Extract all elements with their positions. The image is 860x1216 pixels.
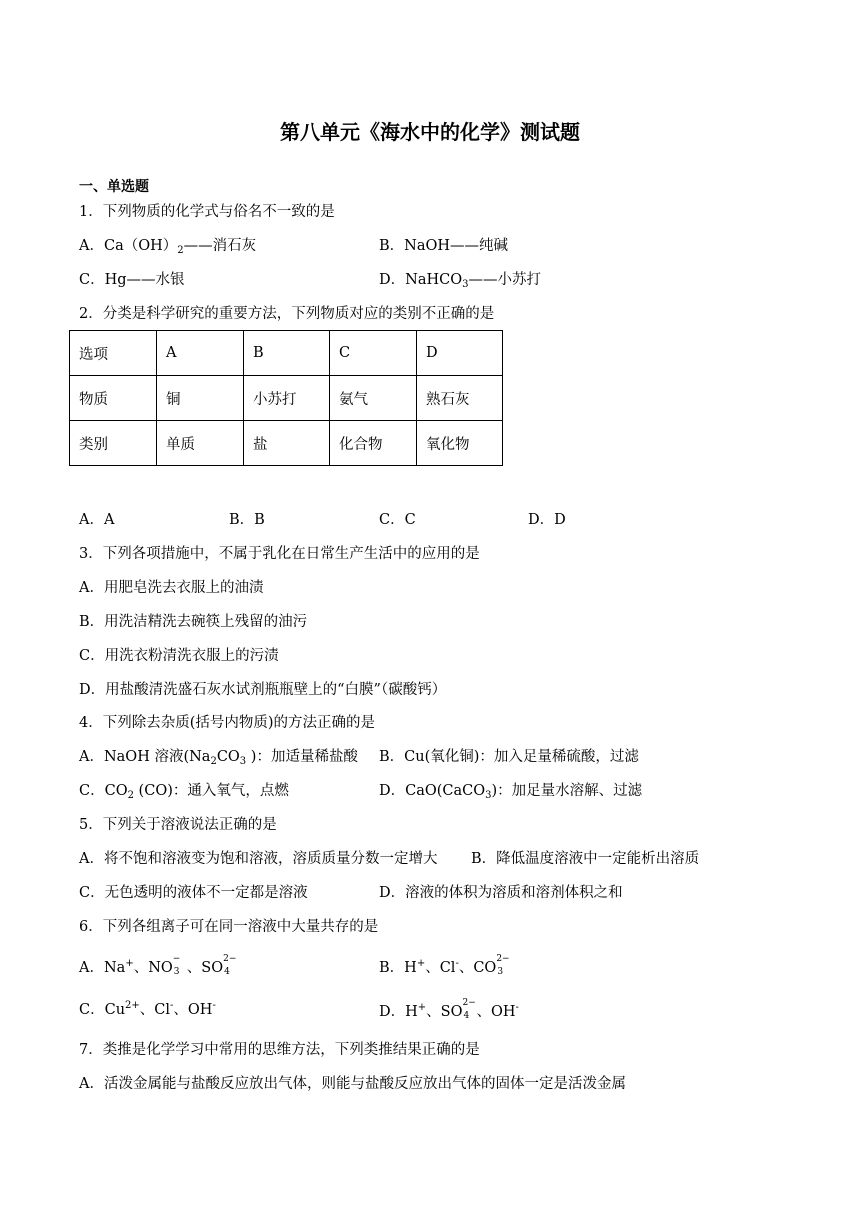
question-5-option-b: B．降低温度溶液中一定能析出溶质 bbox=[471, 851, 700, 867]
table-cell: 物质 bbox=[70, 376, 157, 421]
table-cell: C bbox=[330, 331, 417, 376]
section-heading: 一、单选题 bbox=[79, 179, 149, 195]
question-7-stem: 7．类推是化学学习中常用的思维方法，下列类推结果正确的是 bbox=[79, 1042, 480, 1058]
question-2-option-c: C．C bbox=[379, 512, 416, 528]
table-row bbox=[70, 376, 503, 421]
table-cell: 盐 bbox=[244, 421, 330, 466]
question-5-option-c: C．无色透明的液体不一定都是溶液 bbox=[79, 885, 308, 901]
classification-table bbox=[69, 330, 503, 466]
table-cell: B bbox=[244, 331, 330, 376]
table-cell: 单质 bbox=[157, 421, 244, 466]
table-cell: 选项 bbox=[70, 331, 157, 376]
table-cell: 化合物 bbox=[330, 421, 417, 466]
question-7-option-a: A．活泼金属能与盐酸反应放出气体，则能与盐酸反应放出气体的固体一定是活泼金属 bbox=[79, 1076, 626, 1092]
table-cell: 熟石灰 bbox=[417, 376, 503, 421]
table-cell: A bbox=[157, 331, 244, 376]
question-3-option-d: D．用盐酸清洗盛石灰水试剂瓶瓶壁上的“白膜”（碳酸钙） bbox=[79, 682, 447, 698]
question-4-option-d: D．CaO(CaCO$_3$)：加足量水溶解、过滤 bbox=[379, 783, 643, 801]
question-3-option-a: A．用肥皂洗去衣服上的油渍 bbox=[79, 580, 264, 596]
table-row bbox=[70, 421, 503, 466]
question-4-option-c: C．$CO_2$ (CO)：通入氧气，点燃 bbox=[79, 783, 289, 801]
question-5-option-d: D．溶液的体积为溶质和溶剂体积之和 bbox=[379, 885, 623, 901]
question-2-option-d: D．D bbox=[528, 512, 566, 528]
question-6-stem: 6．下列各组离子可在同一溶液中大量共存的是 bbox=[79, 919, 379, 935]
question-4-option-b: B．Cu(氧化铜)：加入足量稀硫酸，过滤 bbox=[379, 749, 639, 765]
question-2-option-b: B．B bbox=[229, 512, 265, 528]
question-3-stem: 3．下列各项措施中，不属于乳化在日常生产生活中的应用的是 bbox=[79, 546, 480, 562]
question-6-option-a: A．Na+、NO − 3 、SO 2− 4 bbox=[79, 954, 237, 977]
question-6-option-c: C．$Cu^{2+}$、Cl-、OH- bbox=[79, 1000, 216, 1018]
question-6-option-b: B．H+、Cl-、CO 2− 3 bbox=[379, 954, 510, 977]
question-1-option-d: D．NaHCO$_3$——小苏打 bbox=[379, 272, 541, 290]
question-1-option-a: A．$Ca(OH)_2——$消石灰 bbox=[79, 238, 257, 256]
question-4-stem: 4．下列除去杂质(括号内物质)的方法正确的是 bbox=[79, 715, 376, 731]
question-1-option-c: C．Hg——水银 bbox=[79, 272, 185, 288]
question-2-option-a: A．A bbox=[79, 512, 115, 528]
question-5-stem: 5．下列关于溶液说法正确的是 bbox=[79, 817, 277, 833]
question-3-option-b: B．用洗洁精洗去碗筷上残留的油污 bbox=[79, 614, 308, 630]
question-1-stem: 1．下列物质的化学式与俗名不一致的是 bbox=[79, 204, 335, 220]
question-3-option-c: C．用洗衣粉清洗衣服上的污渍 bbox=[79, 648, 279, 664]
table-cell: 氧化物 bbox=[417, 421, 503, 466]
table-cell: 铜 bbox=[157, 376, 244, 421]
question-1-option-b: B．NaOH——纯碱 bbox=[379, 238, 509, 254]
table-cell: 类别 bbox=[70, 421, 157, 466]
question-4-option-a: A．NaOH 溶液($Na_2CO_3$ )：加适量稀盐酸 bbox=[79, 749, 358, 767]
table-cell: 氨气 bbox=[330, 376, 417, 421]
table-cell: 小苏打 bbox=[244, 376, 330, 421]
table-row bbox=[70, 331, 503, 376]
question-5-option-a: A．将不饱和溶液变为饱和溶液，溶质质量分数一定增大 bbox=[79, 851, 438, 867]
question-6-option-d: D．H+、SO 2− 4 、OH- bbox=[379, 998, 519, 1021]
table-cell: D bbox=[417, 331, 503, 376]
page-title: 第八单元《海水中的化学》测试题 bbox=[280, 120, 580, 144]
question-2-stem: 2．分类是科学研究的重要方法，下列物质对应的类别不正确的是 bbox=[79, 306, 495, 322]
